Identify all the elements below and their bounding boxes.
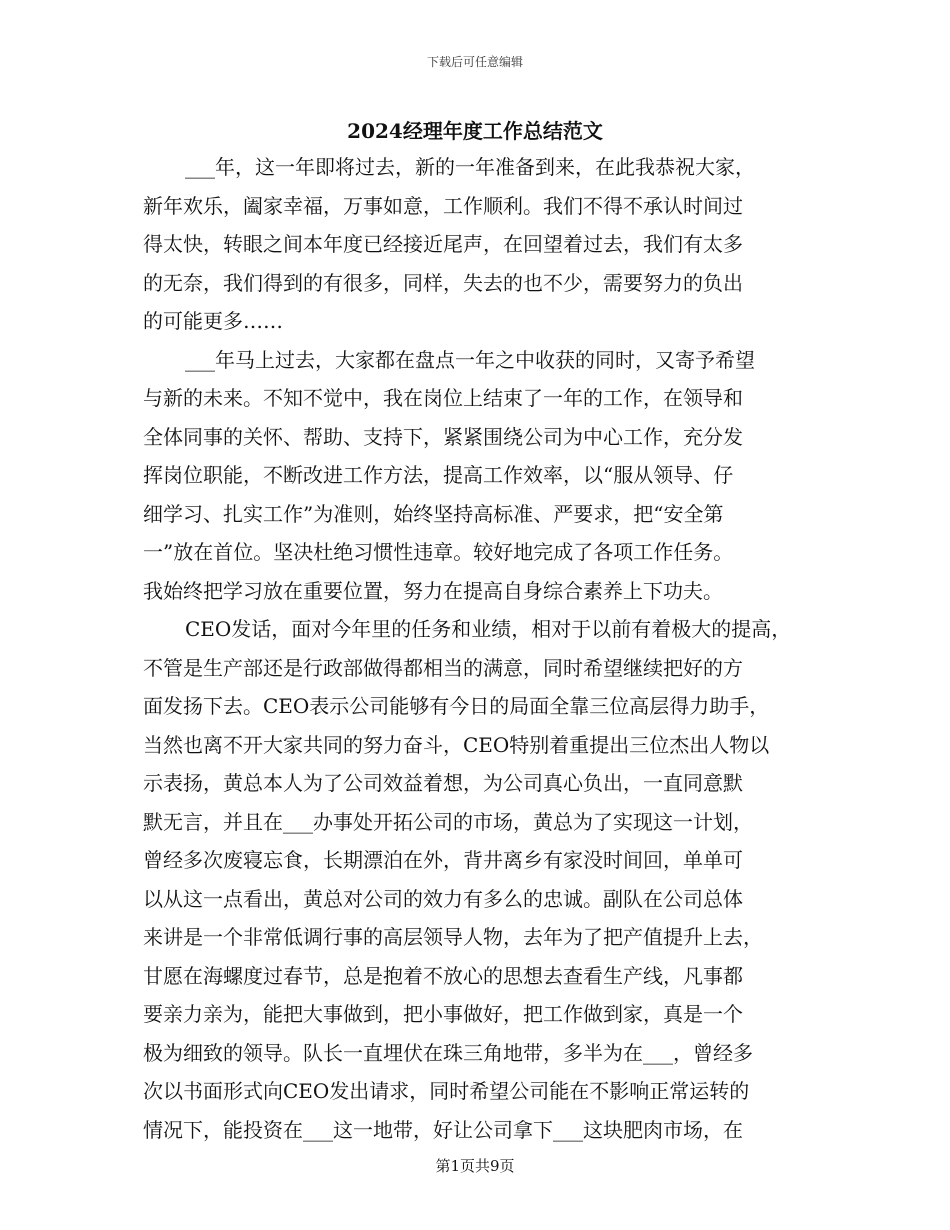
body-text-line: 细学习、扎实工作”为准则，始终坚持高标准、严要求，把“安全第 [143,501,724,526]
page-header-note: 下载后可任意编辑 [426,55,523,69]
body-text-line: 一”放在首位。坚决杜绝习惯性违章。较好地完成了各项工作任务。 [143,540,734,564]
body-text-line: 挥岗位职能，不断改进工作方法，提高工作效率，以“服从领导、仔 [143,463,734,487]
body-text-line: 次以书面形式向CEO发出请求，同时希望公司能在不影响正常运转的 [143,1079,750,1103]
body-text-line: 与新的未来。不知不觉中，我在岗位上结束了一年的工作，在领导和 [143,386,743,410]
body-text-line: CEO发话，面对今年里的任务和业绩，相对于以前有着极大的提高， [185,617,792,641]
body-text-line: 极为细致的领导。队长一直埋伏在珠三角地带，多半为在___，曾经多 [143,1040,753,1065]
body-text-line: 我始终把学习放在重要位置，努力在提高自身综合素养上下功夫。 [143,578,723,603]
body-text-line: ___年马上过去，大家都在盘点一年之中收获的同时，又寄予希望 [185,347,755,372]
body-text-line: 示表扬，黄总本人为了公司效益着想，为公司真心负出，一直同意默 [143,771,743,795]
body-text-line: 的可能更多…… [143,309,283,333]
body-text-line: 以从这一点看出，黄总对公司的效力有多么的忠诚。副队在公司总体 [143,886,743,911]
body-text-line: 当然也离不开大家共同的努力奋斗，CEO特别着重提出三位杰出人物以 [143,732,770,757]
body-text-line: 要亲力亲为，能把大事做到，把小事做好，把工作做到家，真是一个 [143,1002,743,1026]
body-text-line: 得太快，转眼之间本年度已经接近尾声，在回望着过去，我们有太多 [143,232,743,256]
body-text-line: 来讲是一个非常低调行事的高层领导人物，去年为了把产值提升上去， [143,925,763,949]
body-text-line: 默无言，并且在___办事处开拓公司的市场，黄总为了实现这一计划， [143,809,753,834]
body-text-line: 甘愿在海螺度过春节，总是抱着不放心的思想去查看生产线，凡事都 [143,963,743,988]
document-body [143,148,809,1149]
body-text-line: 不管是生产部还是行政部做得都相当的满意，同时希望继续把好的方 [143,655,743,680]
document-title: 2024经理年度工作总结范文 [347,119,603,143]
body-text-line: ___年，这一年即将过去，新的一年准备到来，在此我恭祝大家， [185,155,755,179]
body-text-line: 面发扬下去。CEO表示公司能够有今日的局面全靠三位高层得力助手， [143,694,770,718]
body-text-line: 曾经多次废寝忘食，长期漂泊在外，背井离乡有家没时间回，单单可 [143,848,743,872]
body-text-line: 情况下，能投资在___这一地带，好让公司拿下___这块肥肉市场，在 [143,1117,743,1142]
page-number-footer: 第1页共9页 [435,1157,515,1175]
body-text-line: 全体同事的关怀、帮助、支持下，紧紧围绕公司为中心工作，充分发 [143,424,743,449]
body-text-line: 的无奈，我们得到的有很多，同样，失去的也不少，需要努力的负出 [143,270,743,295]
body-text-line: 新年欢乐，阖家幸福，万事如意，工作顺利。我们不得不承认时间过 [143,193,743,218]
